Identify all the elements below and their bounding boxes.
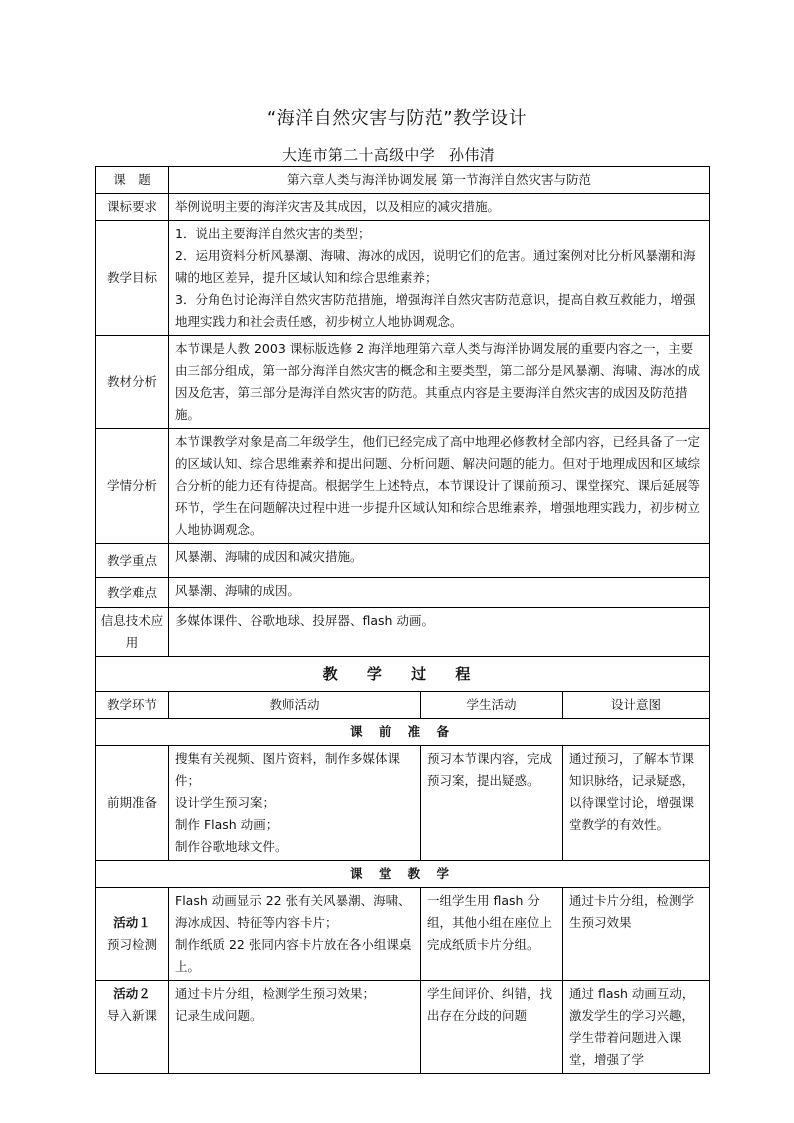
activity-1-stage [96,888,169,981]
activity-2-stage [96,981,169,1074]
row-course [96,167,710,194]
tech-label: 信息技术应用 [96,608,169,657]
activity-2-sub: 导入新课 [106,1008,157,1023]
activity-2-intent: 通过 flash 动画互动，激发学生的学习兴趣，学生带着问题进入课堂，增强了学 [563,981,710,1074]
course-label: 课 题 [96,167,169,194]
activity-1-teacher [169,888,421,981]
activity-1-student: 一组学生用 flash 分组，其他小组在座位上完成纸质卡片分组。 [421,888,563,981]
tech-value: 多媒体课件、谷歌地球、投屏器、flash 动画。 [169,608,710,657]
goals-value [169,221,710,336]
pre-stage: 前期准备 [96,746,169,861]
goal-item: 2．运用资料分析风暴潮、海啸、海冰的成因，说明它们的危害。通过案例对比分析风暴潮和海啸的地区差异，提升区域认知和综合思维素养； [175,248,696,285]
pre-teacher-line: 制作谷歌地球文件。 [175,839,288,854]
header-intent: 设计意图 [563,692,710,719]
standard-value: 举例说明主要的海洋灾害及其成因，以及相应的减灾措施。 [169,194,710,221]
pre-teacher-line: 设计学生预习案； [175,795,276,810]
row-difficulty [96,578,710,608]
material-label: 教材分析 [96,336,169,429]
row-pre [96,746,710,861]
row-process-heading [96,657,710,692]
pre-heading: 课 前 准 备 [96,719,710,746]
activity-1-teacher-line: Flash 动画显示 22 张有关风暴潮、海啸、海冰成因、特征等内容卡片； [175,893,411,930]
activity-2-name: 活动２ [113,986,151,1001]
author-line [282,144,509,165]
row-standard [96,194,710,221]
pre-teacher [169,746,421,861]
pre-teacher-line: 搜集有关视频、图片资料，制作多媒体课件； [175,751,401,788]
activity-1-teacher-line: 制作纸质 22 张同内容卡片放在各小组课桌上。 [175,937,412,974]
activity-2-teacher-line: 通过卡片分组，检测学生预习效果； [175,986,376,1001]
activity-2-teacher [169,981,421,1074]
row-class-heading [96,861,710,888]
header-student: 学生活动 [421,692,563,719]
row-tech [96,608,710,657]
pre-student: 预习本节课内容，完成预习案，提出疑惑。 [421,746,563,861]
pre-intent: 通过预习，了解本节课知识脉络，记录疑惑，以待课堂讨论，增强课堂教学的有效性。 [563,746,710,861]
row-activity-1 [96,888,710,981]
students-value: 本节课教学对象是高二年级学生，他们已经完成了高中地理必修教材全部内容，已经具备了一定的区域认知、综合思维素养和提出问题、分析问题、解决问题的能力。但对于地理成因和区域综合分析的能力还有待提高。根据学生上述特点，本节课设计了课前预习、课堂探究、课后延展等环节，学生在问题解决过程中进一步提升区域认知和综合思维素养，增强地理实践力，初步树立人地协调观念。 [169,429,710,544]
goal-item: 3．分角色讨论海洋自然灾害防范措施，增强海洋自然灾害防范意识，提高自救互救能力，增强地理实践力和社会责任感，初步树立人地协调观念。 [175,292,696,329]
row-key [96,544,710,578]
activity-2-student: 学生间评价、纠错，找出存在分歧的问题 [421,981,563,1074]
row-goals [96,221,710,336]
pre-teacher-line: 制作 Flash 动画； [175,817,279,832]
header-stage: 教学环节 [96,692,169,719]
header-teacher: 教师活动 [169,692,421,719]
row-activity-2 [96,981,710,1074]
students-label: 学情分析 [96,429,169,544]
activity-1-intent: 通过卡片分组，检测学生预习效果 [563,888,710,981]
document-title: “海洋自然灾害与防范”教学设计 [266,108,528,129]
key-label: 教学重点 [96,544,169,578]
class-heading: 课 堂 教 学 [96,861,710,888]
material-value: 本节课是人教 2003 课标版选修 2 海洋地理第六章人类与海洋协调发展的重要内容之一，主要由三部分组成，第一部分海洋自然灾害的概念和主要类型，第二部分是风暴潮、海啸、海冰的成因及危害，第三部分是海洋自然灾害的防范。其重点内容是主要海洋自然灾害的成因及防范措施。 [169,336,710,429]
difficulty-label: 教学难点 [96,578,169,608]
standard-label: 课标要求 [96,194,169,221]
author-name: 孙伟清 [449,146,495,164]
lesson-plan-table [95,166,710,1074]
activity-2-teacher-line: 记录生成问题。 [175,1008,263,1023]
row-students [96,429,710,544]
difficulty-value: 风暴潮、海啸的成因。 [169,578,710,608]
school-name: 大连市第二十高级中学 [282,146,436,164]
course-value: 第六章人类与海洋协调发展 第一节海洋自然灾害与防范 [169,167,710,194]
row-process-headers [96,692,710,719]
activity-1-name: 活动１ [113,915,151,930]
goal-item: 1．说出主要海洋自然灾害的类型； [175,226,371,241]
row-pre-heading [96,719,710,746]
process-heading: 教 学 过 程 [96,657,710,692]
goals-label: 教学目标 [96,221,169,336]
key-value: 风暴潮、海啸的成因和减灾措施。 [169,544,710,578]
activity-1-sub: 预习检测 [106,937,157,952]
row-material [96,336,710,429]
